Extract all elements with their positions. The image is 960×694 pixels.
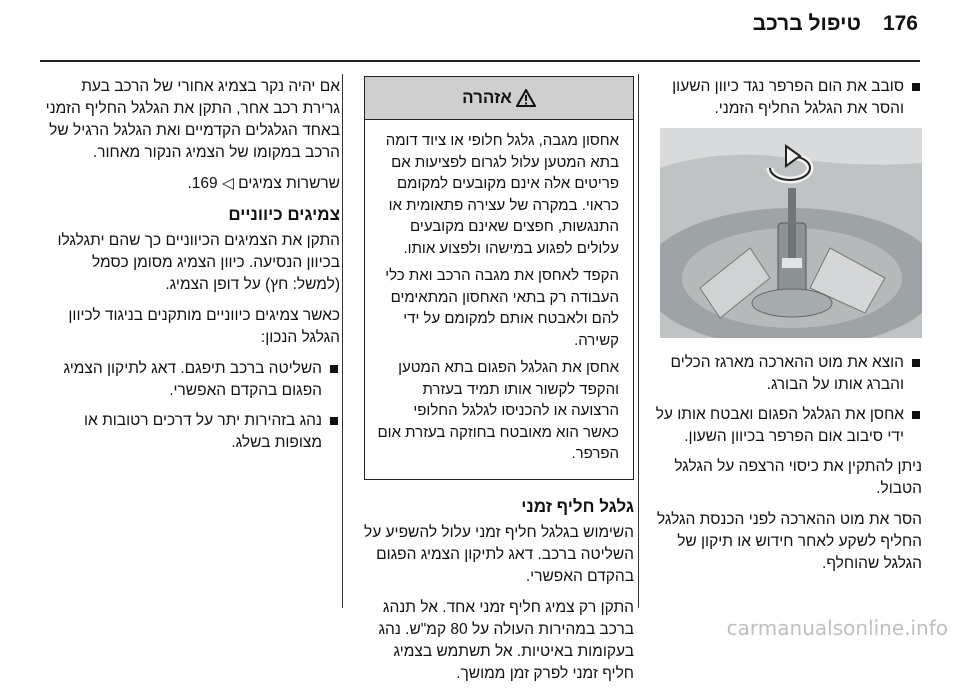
consequence-bullet: השליטה ברכב תיפגם. דאג לתיקון הצמיג הפגום בהקדם האפשרי.	[45, 358, 340, 402]
body-paragraph: התקן רק צמיג חליף זמני אחד. אל תנהג ברכב במהירות העולה על 80 קמ"ש. נהג בעקומות באיטיות. אל תשתמש בצמיג חליף זמני לפרק זמן ממושך.	[378, 598, 634, 682]
cross-reference: שרשרות צמיגים ◁ 169.	[187, 175, 340, 192]
page-title: טיפול ברכב	[752, 12, 861, 35]
warning-paragraph: הקפד לאחסן את מגבה הרכב ואת כלי העבודה רק בתאי האחסון המתאימים להם ולאבטח אותם למקומם על ידי קשירה.	[385, 267, 619, 349]
instruction-bullet: סובב את הום הפרפר נגד כיוון השעון והסר את הגלגל החליף הזמני.	[654, 76, 922, 120]
consequence-bullet: נהג בזהירות יתר על דרכים רטובות או מצופות בשלג.	[45, 410, 340, 454]
section-heading: צמיגים כיווניים	[228, 205, 340, 224]
warning-triangle-icon	[516, 89, 536, 107]
watermark: carmanualsonline.info	[726, 616, 948, 640]
warning-box	[364, 76, 634, 480]
warning-title: אזהרה	[462, 88, 512, 107]
left-column	[45, 76, 340, 462]
middle-column	[364, 76, 634, 694]
warning-body	[365, 120, 633, 479]
warning-paragraph: אחסון מגבה, גלגל חלופי או ציוד דומה בתא המטען עלול לגרום לפציעות אם פריטים אלה אינם מקובעים למקומם כראוי. במקרה של עצירה פתאומית או התנגשות, חפצים שאינם מקובעים עלולים לפגוע במישהו ולפצוע אותו.	[385, 132, 619, 257]
instruction-bullet: אחסן את הגלגל הפגום ואבטח אותו על ידי סיבוב אום הפרפר בכיוון השעון.	[654, 404, 922, 448]
body-paragraph: השימוש בגלגל חליף זמני עלול להשפיע על השליטה ברכב. דאג לתיקון הצמיג הפגום בהקדם האפשרי.	[364, 523, 634, 585]
body-paragraph: התקן את הצמיגים הכיווניים כך שהם יתגלגלו בכיוון הנסיעה. כיוון הצמיג מסומן כסמל (למשל: חץ) על דופן הצמיג.	[57, 232, 340, 293]
header-divider	[40, 60, 920, 62]
body-paragraph: הסר את מוט ההארכה לפני הכנסת הגלגל החליף לשקע לאחר חידוש או תיקון של הגלגל שהוחלף.	[656, 511, 922, 572]
rotate-counterclockwise-icon	[760, 142, 820, 190]
body-paragraph: ניתן להתקין את כיסוי הרצפה על הגלגל הטבול.	[674, 458, 922, 497]
column-divider-left	[342, 74, 343, 608]
body-paragraph: כאשר צמיגים כיווניים מותקנים בניגוד לכיוון הגלגל הנכון:	[68, 307, 340, 346]
column-divider-right	[638, 74, 639, 608]
right-column	[654, 76, 922, 584]
page-number: 176	[882, 12, 918, 35]
warning-paragraph: אחסן את הגלגל הפגום בתא המטען והקפד לקשור אותו תמיד בעזרת הרצועה או להכניסו לגלגל החלופי כאשר הוא מאובטח בחוזקה בעזרת אום הפרפר.	[377, 359, 619, 462]
body-paragraph: אם יהיה נקר בצמיג אחורי של הרכב בעת גרירת רכב אחר, התקן את הגלגל החליף הזמני באחד הגלגלים הקדמיים ואת הגלגל הרגיל של הרכב במקומו של הצמיג הנקור מאחור.	[45, 78, 340, 161]
warning-header	[365, 77, 633, 120]
instruction-bullet: הוצא את מוט ההארכה מארגז הכלים והברג אותו על הבורג.	[654, 352, 922, 396]
section-heading: גלגל חליף זמני	[521, 496, 634, 516]
page-header	[40, 12, 918, 52]
spare-wheel-photo	[660, 128, 922, 338]
